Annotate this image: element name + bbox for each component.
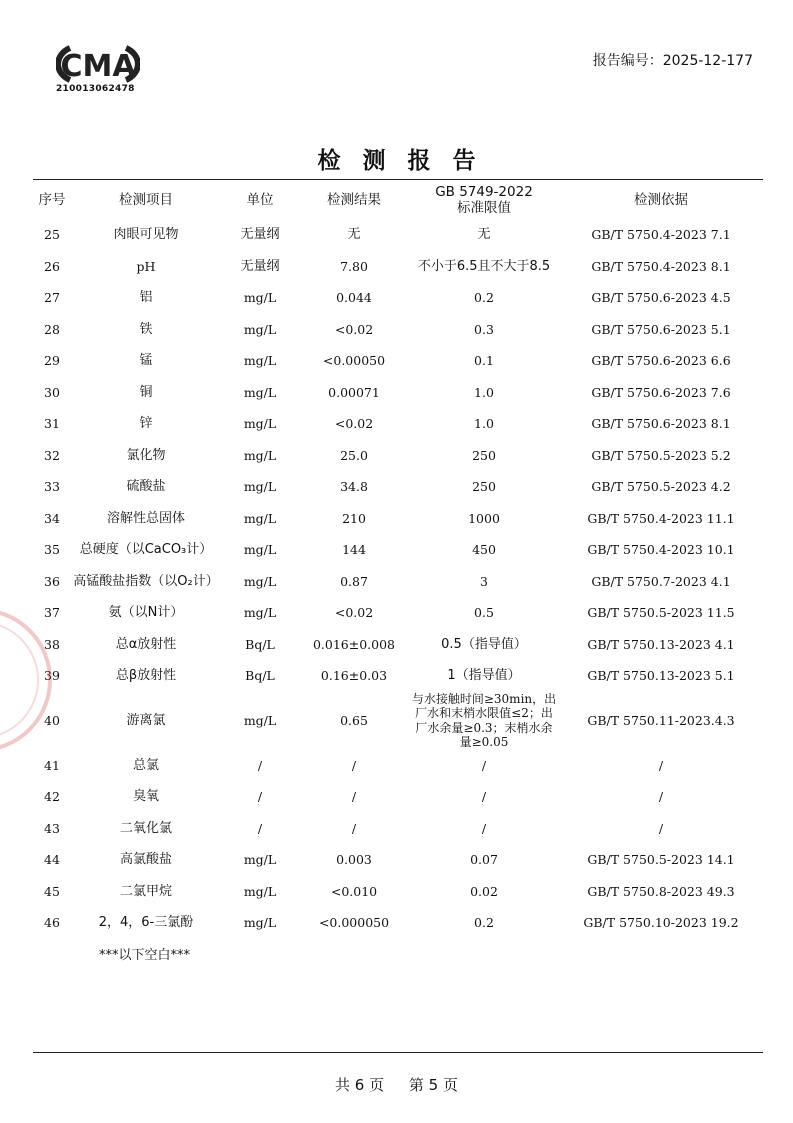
cell-limit: 0.07 [470, 852, 498, 868]
table-row [33, 597, 763, 629]
header-col-result: 检测结果 [327, 192, 381, 208]
cell-unit: Bq/L [245, 668, 275, 684]
cell-no: 36 [44, 573, 60, 589]
cell-unit: mg/L [243, 713, 277, 728]
cell-result: / [351, 789, 357, 805]
cell-no: 37 [44, 605, 60, 621]
cell-result: <0.00050 [322, 353, 386, 369]
cell-method: / [658, 820, 664, 836]
cell-limit: 1000 [468, 510, 500, 526]
cell-method: GB/T 5750.5-2023 4.2 [591, 479, 731, 495]
total-pages: 共 6 页 [335, 1076, 385, 1094]
header-col-item: 检测项目 [119, 192, 173, 208]
cell-limit: / [481, 820, 487, 836]
cell-limit: 1（指导值） [447, 668, 521, 684]
cell-method: GB/T 5750.7-2023 4.1 [591, 573, 731, 589]
cell-result: / [351, 757, 357, 773]
page-title: 检测报告 [317, 148, 498, 174]
cell-item: 总硬度（以CaCO₃计） [79, 542, 213, 558]
cell-no: 43 [44, 820, 60, 836]
cell-item: 高氯酸盐 [119, 852, 172, 868]
cell-item: 溶解性总固体 [106, 510, 185, 526]
cell-item: 总α放射性 [115, 636, 177, 652]
cell-item: 氯化物 [126, 447, 166, 463]
cell-result: 25.0 [340, 447, 368, 463]
cell-no: 29 [44, 353, 60, 369]
cell-item: 氨（以N计） [108, 605, 184, 621]
cell-item: 锰 [139, 353, 153, 369]
cell-method: GB/T 5750.6-2023 6.6 [591, 353, 731, 369]
cell-unit: 无量纲 [240, 227, 280, 243]
cell-unit: / [257, 820, 263, 836]
results-table [33, 181, 763, 973]
cell-limit: 0.5（指导值） [441, 636, 527, 652]
table-header-row [33, 181, 763, 219]
cell-method: / [658, 789, 664, 805]
table-body [33, 219, 763, 973]
cell-limit: 3 [480, 573, 488, 589]
cell-unit: mg/L [243, 852, 277, 868]
header-col-no: 序号 [38, 192, 66, 208]
cell-limit: 250 [472, 447, 496, 463]
cell-limit: 与水接触时间≥30min，出厂水和末梢水限值≤2；出厂水余量≥0.3；末梢水余量≥0.05 [411, 691, 557, 749]
cell-item: 铜 [139, 384, 153, 400]
cell-unit: mg/L [243, 883, 277, 899]
cell-item: 游离氯 [126, 713, 166, 728]
cell-method: GB/T 5750.5-2023 5.2 [591, 447, 731, 463]
cell-result: 0.016±0.008 [312, 636, 396, 652]
cell-result: 0.87 [340, 573, 368, 589]
cell-item: 硫酸盐 [126, 479, 166, 495]
table-row [33, 566, 763, 598]
table-row [33, 750, 763, 782]
cell-method: GB/T 5750.8-2023 49.3 [587, 883, 735, 899]
cell-result: <0.02 [334, 321, 374, 337]
cell-unit: mg/L [243, 605, 277, 621]
cell-no: 45 [44, 883, 60, 899]
cell-no: 25 [44, 227, 60, 243]
cell-result: <0.000050 [318, 915, 390, 931]
cell-no: 35 [44, 542, 60, 558]
cell-item: 铝 [139, 290, 153, 306]
cell-item: 二氧化氯 [119, 820, 172, 836]
cell-method: GB/T 5750.5-2023 14.1 [587, 852, 735, 868]
cell-no: 42 [44, 789, 60, 805]
cell-unit: mg/L [243, 447, 277, 463]
end-note-row [33, 939, 763, 973]
table-row [33, 813, 763, 845]
cell-limit: 不小于6.5且不大于8.5 [417, 258, 551, 274]
table-row [33, 219, 763, 251]
cell-result: 无 [347, 227, 361, 243]
cell-method: / [658, 757, 664, 773]
table-row [33, 282, 763, 314]
header-col-unit: 单位 [246, 192, 274, 208]
table-row [33, 534, 763, 566]
cell-result: 7.80 [340, 258, 368, 274]
cell-item: 肉眼可见物 [113, 227, 179, 243]
cell-no: 44 [44, 852, 60, 868]
cell-unit: mg/L [243, 416, 277, 432]
footer-rule [33, 1052, 763, 1053]
cell-result: / [351, 820, 357, 836]
cell-item: 总β放射性 [115, 668, 177, 684]
cell-method: GB/T 5750.13-2023 5.1 [587, 668, 735, 684]
report-number-value: 2025-12-177 [662, 53, 753, 69]
cell-method: GB/T 5750.10-2023 19.2 [583, 915, 739, 931]
cell-no: 28 [44, 321, 60, 337]
cell-limit: 0.02 [470, 883, 498, 899]
cell-no: 33 [44, 479, 60, 495]
cell-no: 38 [44, 636, 60, 652]
table-row [33, 471, 763, 503]
page-footer [0, 1074, 793, 1095]
cell-result: 0.16±0.03 [320, 668, 388, 684]
cell-unit: 无量纲 [240, 258, 280, 274]
cell-result: 0.003 [336, 852, 372, 868]
cell-method: GB/T 5750.6-2023 5.1 [591, 321, 731, 337]
table-row [33, 503, 763, 535]
red-seal-stamp [0, 600, 60, 760]
cell-unit: mg/L [243, 353, 277, 369]
cell-no: 34 [44, 510, 60, 526]
current-page: 第 5 页 [408, 1076, 458, 1094]
table-row [33, 781, 763, 813]
cell-limit: 0.5 [474, 605, 494, 621]
cell-no: 41 [44, 757, 60, 773]
cma-certificate-code: 210013062478 [56, 84, 135, 94]
cell-method: GB/T 5750.5-2023 11.5 [587, 605, 735, 621]
cell-method: GB/T 5750.4-2023 11.1 [587, 510, 735, 526]
cell-unit: mg/L [243, 573, 277, 589]
cma-logo-text: CMA [60, 49, 136, 84]
cell-unit: / [257, 757, 263, 773]
cell-result: 0.044 [336, 290, 372, 306]
table-row [33, 660, 763, 692]
cell-result: 0.65 [340, 713, 368, 728]
cell-no: 30 [44, 384, 60, 400]
cell-item: 高锰酸盐指数（以O₂计） [73, 573, 219, 589]
table-row [33, 314, 763, 346]
header-col-method: 检测依据 [634, 192, 688, 208]
blank-below-note: ***以下空白*** [99, 948, 191, 963]
table-row [33, 844, 763, 876]
cell-no: 27 [44, 290, 60, 306]
cell-unit: mg/L [243, 479, 277, 495]
cell-method: GB/T 5750.4-2023 8.1 [591, 258, 731, 274]
cell-unit: Bq/L [245, 636, 275, 652]
cell-unit: mg/L [243, 321, 277, 337]
cell-limit: 0.2 [474, 915, 494, 931]
cell-item: pH [136, 258, 156, 274]
table-row [33, 377, 763, 409]
cell-limit: 0.3 [474, 321, 494, 337]
cell-method: GB/T 5750.6-2023 4.5 [591, 290, 731, 306]
cell-method: GB/T 5750.11-2023.4.3 [587, 713, 735, 728]
cell-limit: / [481, 757, 487, 773]
table-row [33, 408, 763, 440]
report-number-label: 报告编号： [592, 53, 663, 69]
cell-no: 31 [44, 416, 60, 432]
cell-limit: / [481, 789, 487, 805]
cell-limit: 250 [472, 479, 496, 495]
cell-method: GB/T 5750.6-2023 8.1 [591, 416, 731, 432]
table-row [33, 876, 763, 908]
cell-method: GB/T 5750.6-2023 7.6 [591, 384, 731, 400]
table-row [33, 692, 763, 750]
cell-unit: mg/L [243, 384, 277, 400]
cell-unit: / [257, 789, 263, 805]
cell-item: 2，4，6-三氯酚 [98, 915, 194, 931]
table-row [33, 440, 763, 472]
cell-no: 39 [44, 668, 60, 684]
cell-limit: 1.0 [474, 384, 494, 400]
table-row [33, 251, 763, 283]
cell-limit: 0.1 [474, 353, 494, 369]
cell-result: 0.00071 [328, 384, 380, 400]
cell-limit: 无 [477, 227, 491, 243]
cell-result: 34.8 [340, 479, 368, 495]
cell-unit: mg/L [243, 915, 277, 931]
cell-result: <0.02 [334, 605, 374, 621]
cell-no: 46 [44, 915, 60, 931]
cell-unit: mg/L [243, 290, 277, 306]
cell-item: 锌 [139, 416, 153, 432]
cell-item: 二氯甲烷 [119, 883, 172, 899]
cell-method: GB/T 5750.4-2023 10.1 [587, 542, 735, 558]
cell-no: 26 [44, 258, 60, 274]
cell-limit: 1.0 [474, 416, 494, 432]
cell-method: GB/T 5750.13-2023 4.1 [587, 636, 735, 652]
cell-no: 40 [44, 713, 60, 728]
table-row [33, 629, 763, 661]
cell-item: 铁 [139, 321, 153, 337]
cell-method: GB/T 5750.4-2023 7.1 [591, 227, 731, 243]
header-col-limit: GB 5749-2022 标准限值 [435, 184, 533, 216]
cell-item: 总氯 [132, 757, 159, 773]
cell-limit: 450 [472, 542, 496, 558]
report-number [593, 50, 753, 70]
cell-item: 臭氧 [132, 789, 159, 805]
cell-limit: 0.2 [474, 290, 494, 306]
cell-no: 32 [44, 447, 60, 463]
cell-result: 210 [342, 510, 366, 526]
cell-result: <0.02 [334, 416, 374, 432]
cell-result: <0.010 [330, 883, 378, 899]
cell-unit: mg/L [243, 510, 277, 526]
table-row [33, 907, 763, 939]
table-row [33, 345, 763, 377]
cell-result: 144 [342, 542, 366, 558]
header-rule [33, 179, 763, 180]
cell-unit: mg/L [243, 542, 277, 558]
